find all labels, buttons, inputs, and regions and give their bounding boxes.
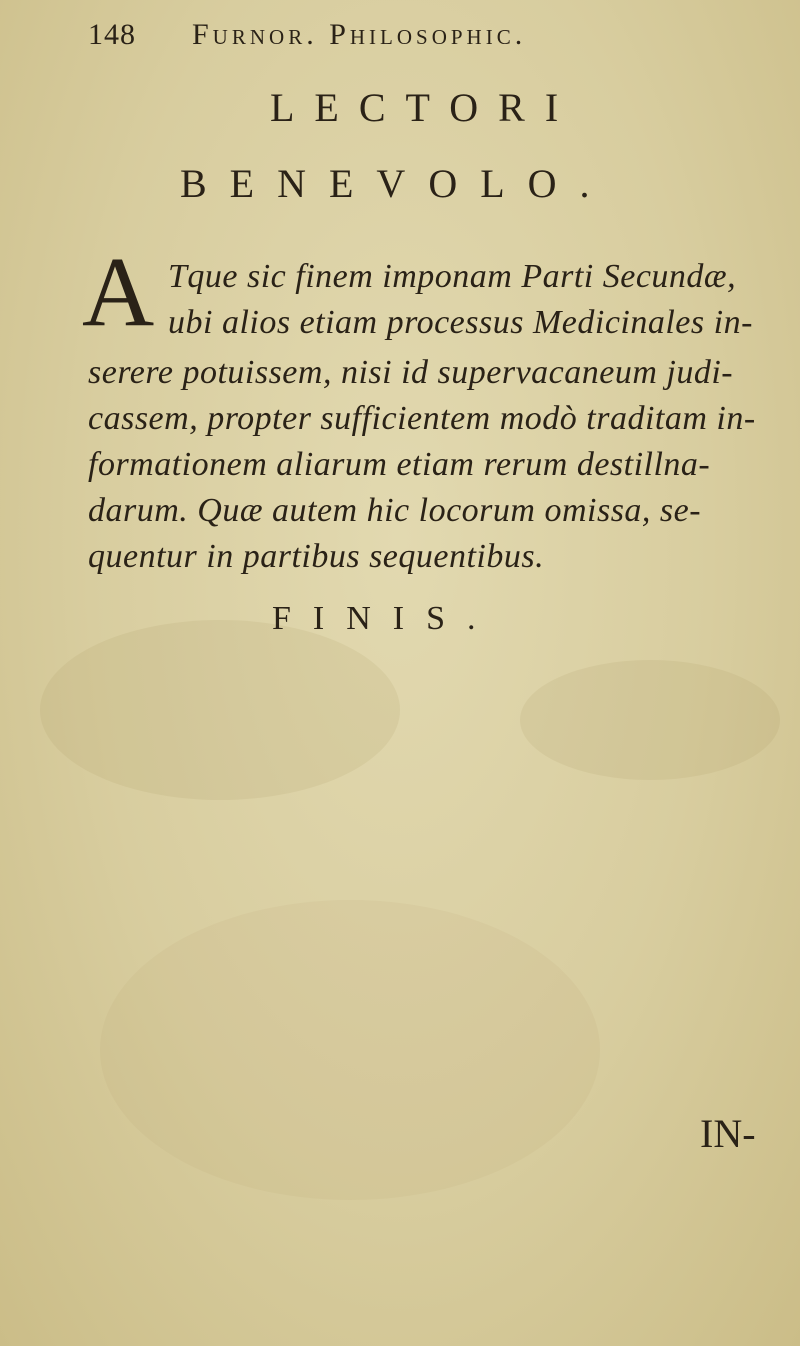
- heading-benevolo: BENEVOLO.: [180, 161, 613, 206]
- body-line: darum. Quæ autem hic locorum omissa, se-: [88, 492, 702, 529]
- page-number: 148: [88, 18, 136, 51]
- drop-cap: A: [82, 236, 155, 347]
- paper-stain: [40, 620, 400, 800]
- body-line: formationem aliarum etiam rerum destillna-: [88, 446, 711, 483]
- running-head: [88, 18, 728, 58]
- body-line: ubi alios etiam processus Medicinales in-: [168, 304, 753, 341]
- body-line: quentur in partibus sequentibus.: [88, 538, 545, 575]
- catchword: IN-: [700, 1111, 756, 1156]
- running-title: Furnor. Philosophic.: [192, 18, 527, 51]
- heading-lectori: LECTORI: [270, 85, 579, 130]
- body-line: cassem, propter sufficientem modò traditam in-: [88, 400, 756, 437]
- body-line: serere potuissem, nisi id supervacaneum judi-: [88, 354, 734, 391]
- paper-stain: [520, 660, 780, 780]
- body-line: Tque sic finem imponam Parti Secundæ,: [168, 258, 737, 295]
- paper-stain: [100, 900, 600, 1200]
- finis: FINIS.: [272, 600, 498, 637]
